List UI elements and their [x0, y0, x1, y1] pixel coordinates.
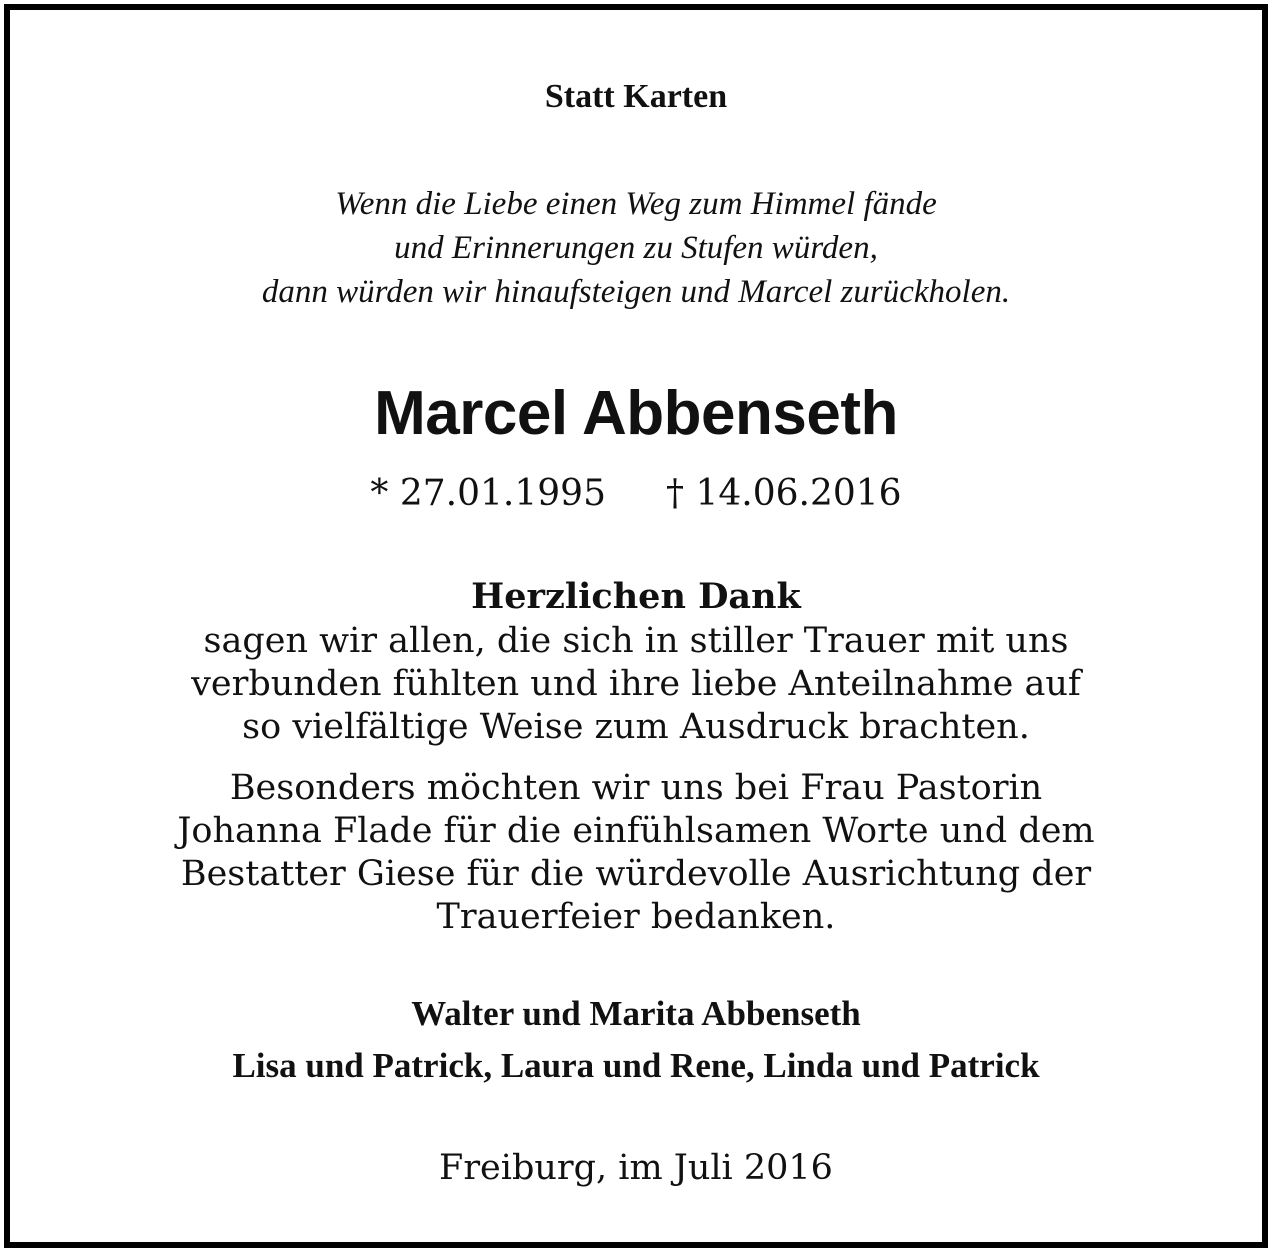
thanks-line: sagen wir allen, die sich in stiller Trauer mit uns: [203, 621, 1069, 661]
life-dates: [10, 473, 1262, 514]
birth-date: * 27.01.1995: [370, 473, 606, 514]
obituary-notice: [4, 4, 1268, 1248]
thanks-title: Herzlichen Dank: [471, 576, 801, 617]
thanks-line: so vielfältige Weise zum Ausdruck brachten.: [242, 707, 1030, 747]
thanks-extra-line: Bestatter Giese für die würdevolle Ausrichtung der: [180, 854, 1092, 894]
deceased-name: Marcel Abbenseth: [374, 379, 898, 448]
thanks-extra-line: Besonders möchten wir uns bei Frau Pastorin: [229, 768, 1043, 808]
signature-siblings: Lisa und Patrick, Laura und Rene, Linda und Patrick: [232, 1046, 1040, 1085]
poem-line: dann würden wir hinaufsteigen und Marcel zurückholen.: [261, 274, 1011, 310]
thanks-extra-line: Trauerfeier bedanken.: [436, 897, 836, 937]
thanks-body: [10, 620, 1262, 749]
thanks-extra-line: Johanna Flade für die einfühlsamen Worte und dem: [177, 811, 1095, 851]
poem-line: und Erinnerungen zu Stufen würden,: [394, 230, 878, 266]
place-date: Freiburg, im Juli 2016: [439, 1148, 833, 1188]
poem-verse: [10, 182, 1262, 314]
notice-header: Statt Karten: [544, 78, 728, 115]
thanks-extra: [10, 767, 1262, 939]
thanks-line: verbunden fühlten und ihre liebe Anteilnahme auf: [191, 664, 1081, 704]
poem-line: Wenn die Liebe einen Weg zum Himmel fände: [335, 186, 937, 222]
death-date: † 14.06.2016: [666, 473, 902, 514]
signature-parents: Walter und Marita Abbenseth: [411, 994, 861, 1033]
